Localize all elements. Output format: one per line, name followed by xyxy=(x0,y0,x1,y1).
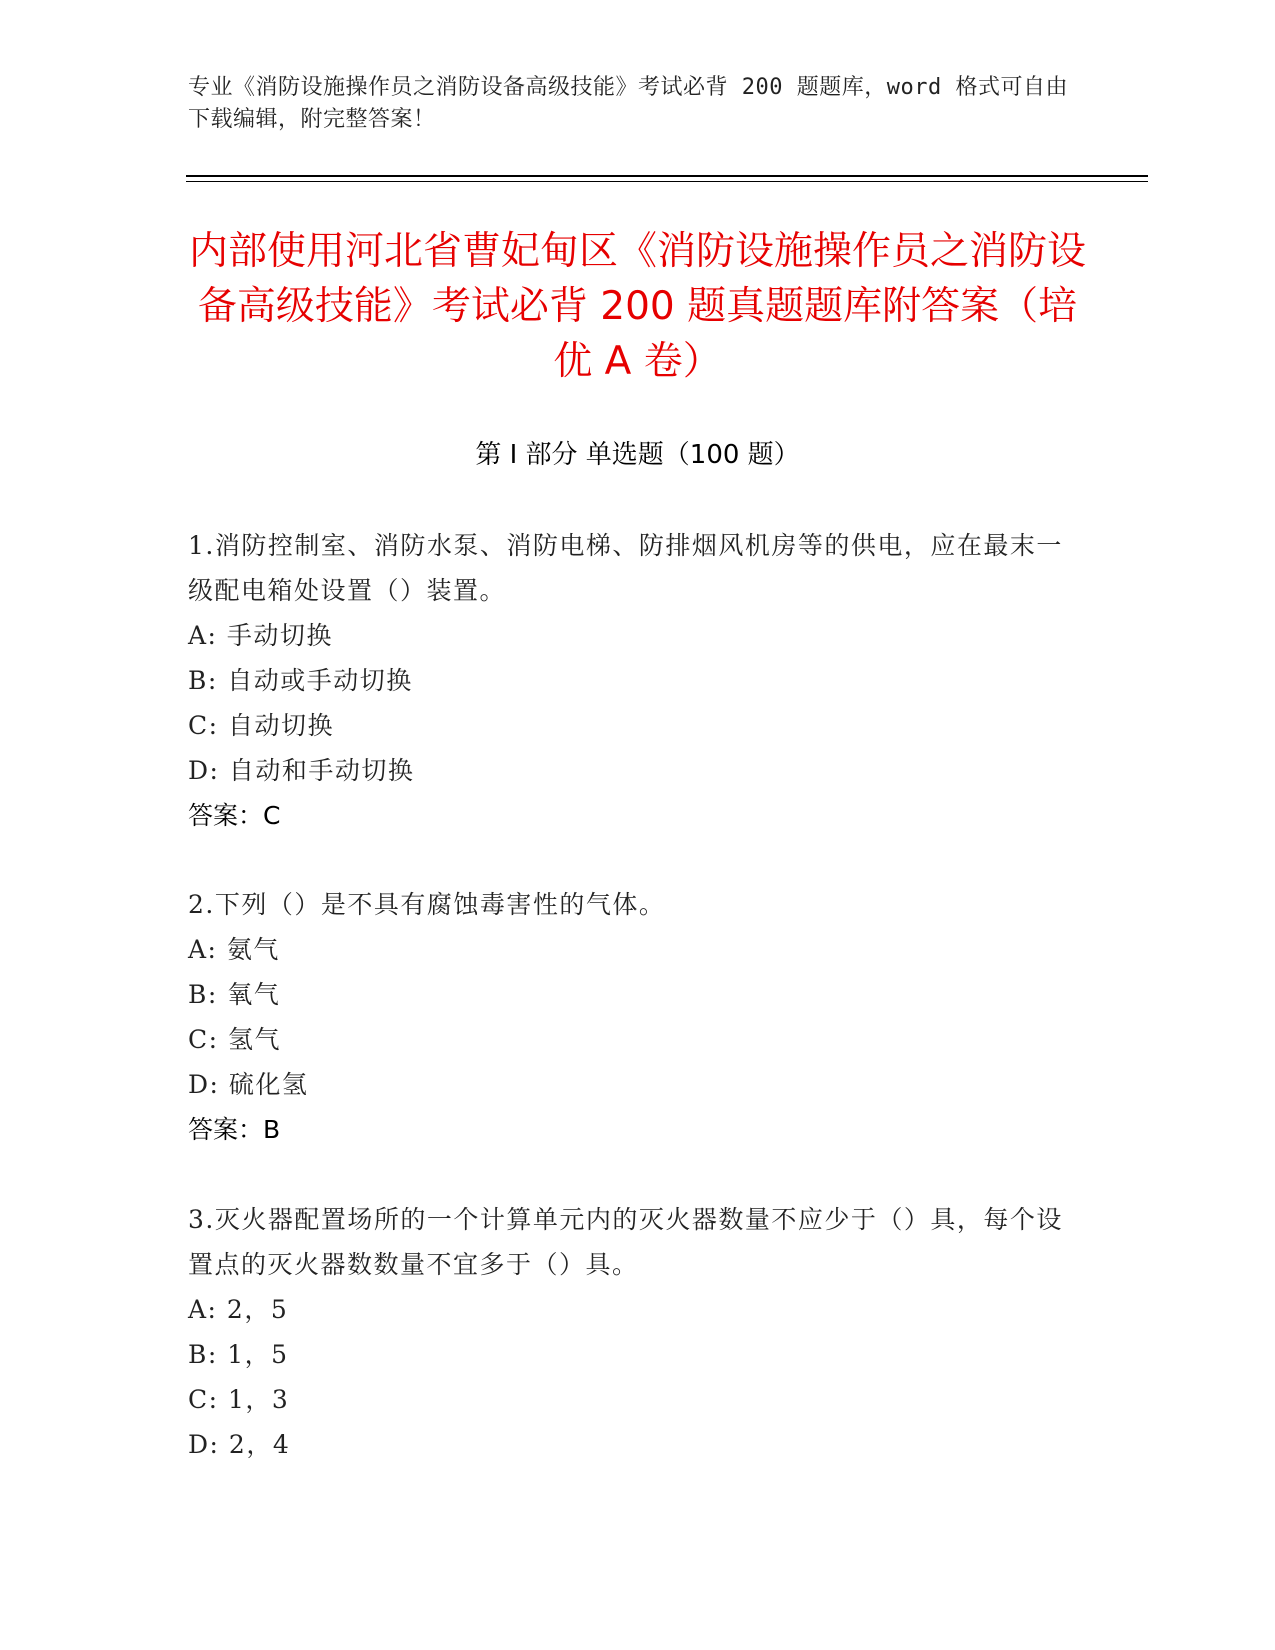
option-a: A: 手动切换 xyxy=(188,621,333,650)
option-d: D: 2，4 xyxy=(188,1430,291,1459)
option-b: B: 1，5 xyxy=(188,1340,289,1369)
option-d: D: 硫化氢 xyxy=(188,1070,309,1099)
option-d: D: 自动和手动切换 xyxy=(188,756,415,785)
question-1 xyxy=(188,523,1068,838)
option-c: C: 氢气 xyxy=(188,1025,281,1054)
section-heading: 第 I 部分 单选题（100 题） xyxy=(475,440,800,470)
question-stem: 3.灭火器配置场所的一个计算单元内的灭火器数量不应少于（）具，每个设置点的灭火器数数量不宜多于（）具。 xyxy=(188,1205,1063,1279)
header-note: 专业《消防设施操作员之消防设备高级技能》考试必背 200 题题库，word 格式可自由下载编辑，附完整答案！ xyxy=(188,75,1068,132)
question-3 xyxy=(188,1197,1068,1467)
option-a: A: 氨气 xyxy=(188,935,280,964)
question-stem: 2.下列（）是不具有腐蚀毒害性的气体。 xyxy=(188,890,666,919)
option-b: B: 氧气 xyxy=(188,980,281,1009)
option-a: A: 2，5 xyxy=(188,1295,289,1324)
option-c: C: 1，3 xyxy=(188,1385,290,1414)
answer: 答案：B xyxy=(188,1115,281,1144)
document-title: 内部使用河北省曹妃甸区《消防设施操作员之消防设备高级技能》考试必背 200 题真题题库附答案（培优 A 卷） xyxy=(188,229,1086,384)
answer: 答案：C xyxy=(188,801,281,830)
header-divider-thin xyxy=(186,181,1148,182)
option-c: C: 自动切换 xyxy=(188,711,334,740)
option-b: B: 自动或手动切换 xyxy=(188,666,413,695)
question-2 xyxy=(188,882,1068,1152)
question-stem: 1.消防控制室、消防水泵、消防电梯、防排烟风机房等的供电，应在最末一级配电箱处设置（）装置。 xyxy=(188,531,1063,605)
header-divider-thick xyxy=(186,175,1148,177)
